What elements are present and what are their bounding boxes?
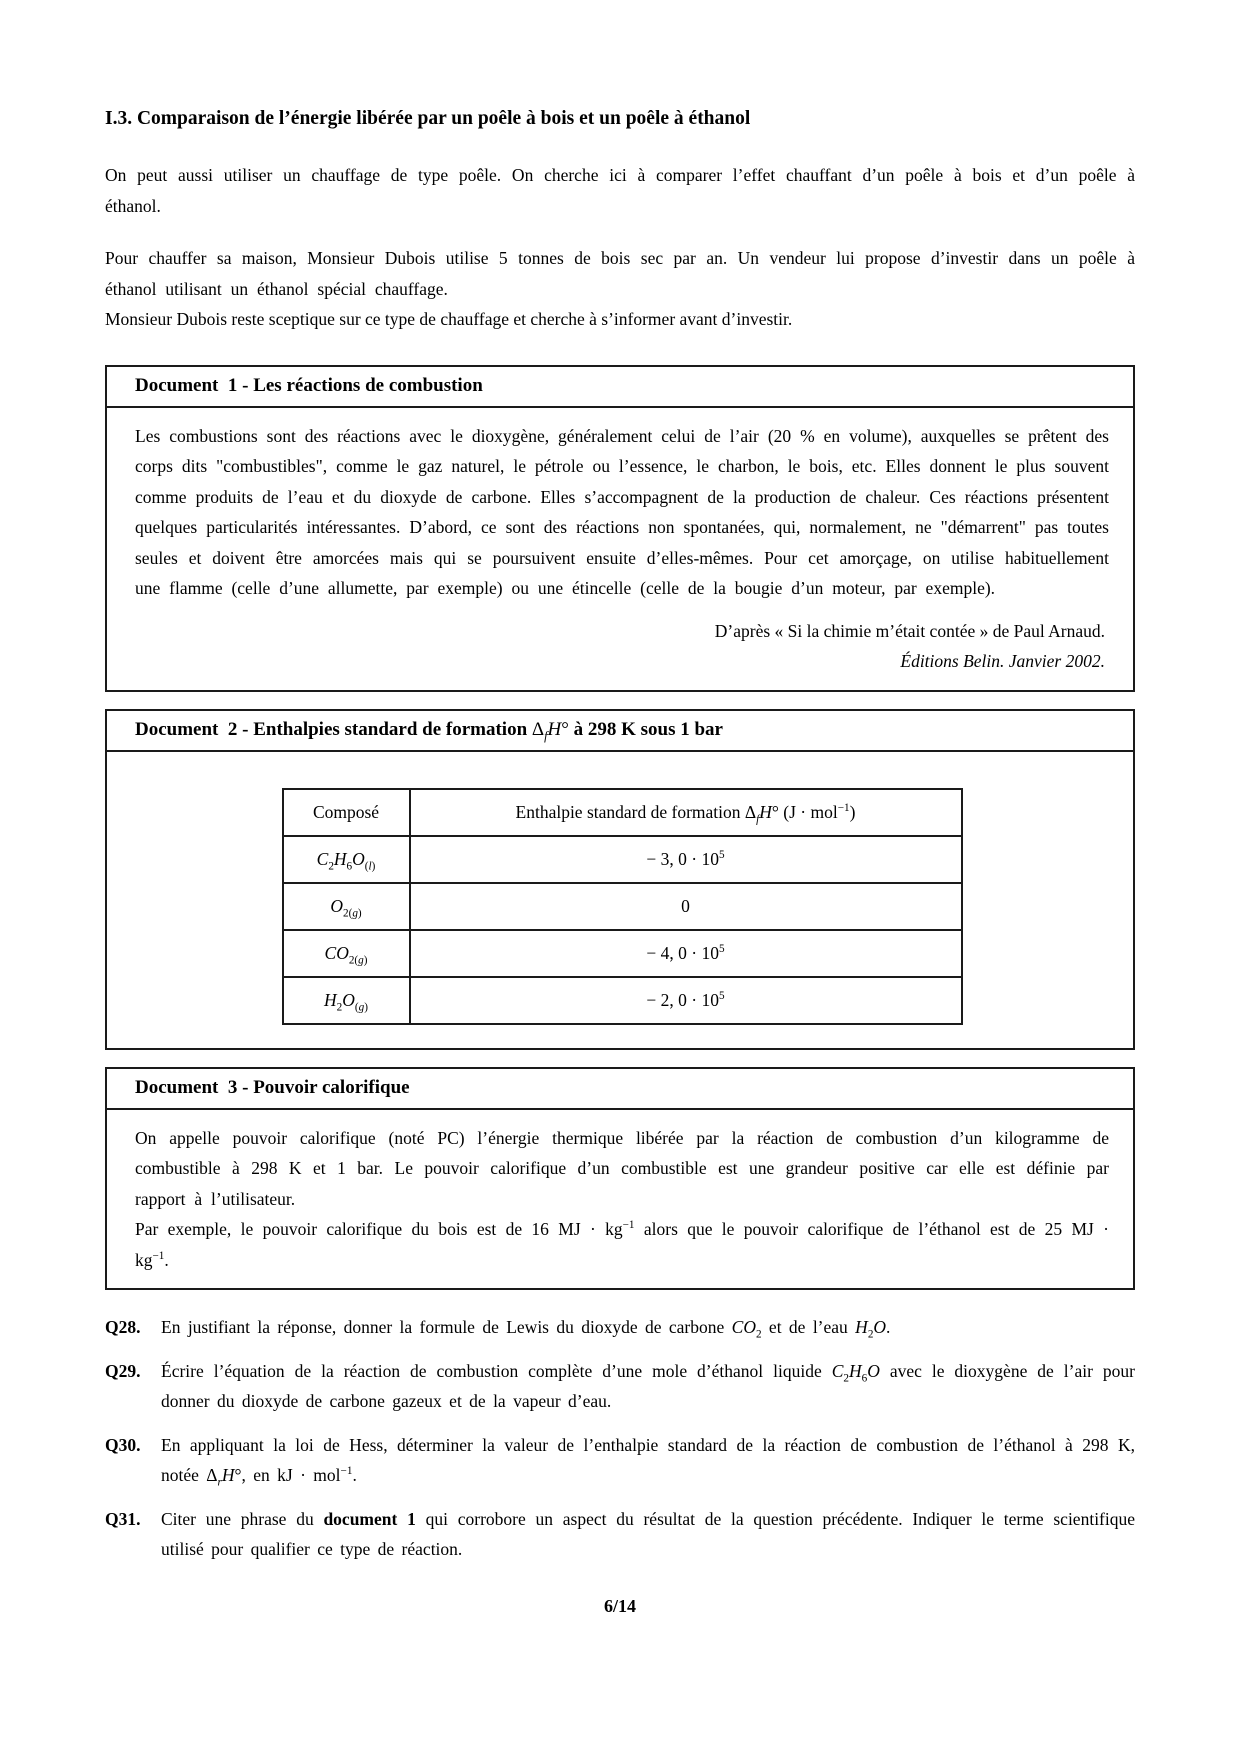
question-q31-text: Citer une phrase du document 1 qui corrobore un aspect du résultat de la question précédente. Indiquer le terme scientifique utilisé pour qualifier ce type de réaction. <box>161 1508 1136 1559</box>
column-header-enthalpy: Enthalpie standard de formation $\Delta_fH^\circ$ (J · mol$^{-1}$) <box>410 789 962 836</box>
document-3-title: Document 3 - Pouvoir calorifique <box>107 1069 1133 1110</box>
question-q29-text: Écrire l’équation de la réaction de combustion complète d’une mole d’éthanol liquide $C_2H_6O$ avec le dioxygène de l’air pour donner du dioxyde de carbone gazeux et de la vapeur d’eau. <box>161 1360 1135 1411</box>
table-row-ethanol <box>283 836 962 883</box>
document-1-body <box>107 408 1133 690</box>
document-1-attribution-publisher: Éditions Belin. Janvier 2002. <box>900 651 1105 671</box>
table-row-water <box>283 977 962 1024</box>
document-1-box <box>105 365 1135 692</box>
document-2-box <box>105 709 1135 1050</box>
value-cell: − 4, $0 \cdot 10^5$ <box>410 930 962 977</box>
document-2-title: Document 2 - Enthalpies standard de formation $\Delta_fH^\circ$ à 298 K sous 1 bar <box>107 711 1133 752</box>
intro-paragraph-2 <box>105 243 1135 335</box>
document-1-attribution-source: D’après « Si la chimie m’était contée » de Paul Arnaud. <box>714 620 1105 641</box>
question-q28 <box>105 1312 1135 1343</box>
value-cell: 0 <box>410 883 962 930</box>
enthalpy-table <box>282 788 963 1025</box>
value-cell: − 2, $0 \cdot 10^5$ <box>410 977 962 1024</box>
compound-cell: $CO_{2(g)}$ <box>283 930 410 977</box>
intro-paragraph-1: On peut aussi utiliser un chauffage de type poêle. On cherche ici à comparer l’effet chauffant d’un poêle à bois et d’un poêle à éthanol. <box>105 165 1135 216</box>
question-q28-text: En justifiant la réponse, donner la formule de Lewis du dioxyde de carbone $CO_2$ et de l’eau $H_2O$. <box>161 1317 891 1341</box>
compound-cell: $C_2H_6O_{(l)}$ <box>283 836 410 883</box>
question-q30 <box>105 1430 1135 1491</box>
question-q31 <box>105 1504 1135 1565</box>
table-row-carbon-dioxide <box>283 930 962 977</box>
question-q29 <box>105 1356 1135 1417</box>
question-q28-label: Q28. <box>105 1317 141 1337</box>
compound-cell: $O_{2(g)}$ <box>283 883 410 930</box>
table-row-dioxygen <box>283 883 962 930</box>
compound-cell: $H_2O_{(g)}$ <box>283 977 410 1024</box>
question-q29-label: Q29. <box>105 1360 141 1381</box>
document-1-title: Document 1 - Les réactions de combustion <box>107 367 1133 408</box>
page-number: 6/14 <box>603 1595 636 1616</box>
page-title: I.3. Comparaison de l’énergie libérée par un poêle à bois et un poêle à éthanol <box>105 108 751 129</box>
question-q30-text: En appliquant la loi de Hess, déterminer la valeur de l’enthalpie standard de la réaction de combustion de l’éthanol à 298 K, notée $\Delta_rH^\circ$, en kJ · mol$^{-1}$. <box>161 1434 1135 1489</box>
document-2-body <box>107 752 1133 1048</box>
question-q31-label: Q31. <box>105 1508 141 1529</box>
questions-list <box>105 1312 1135 1565</box>
column-header-compound: Composé <box>283 789 410 836</box>
value-cell: − 3, $0 \cdot 10^5$ <box>410 836 962 883</box>
document-3-body <box>107 1110 1133 1289</box>
document-3-box <box>105 1067 1135 1291</box>
intro-paragraph-2-part2: Monsieur Dubois reste sceptique sur ce type de chauffage et cherche à s’informer avant d’investir. <box>105 309 793 329</box>
intro-paragraph-2-part1: Pour chauffer sa maison, Monsieur Dubois utilise 5 tonnes de bois sec par an. Un vendeur lui propose d’investir dans un poêle à éthanol utilisant un éthanol spécial chauffage. <box>105 248 1135 299</box>
document-1-text: Les combustions sont des réactions avec le dioxygène, généralement celui de l’air (20 % en volume), auxquelles se prêtent des corps dits "combustibles", comme le gaz naturel, le pétrole ou l’essence, le charbon, le bois, etc. Elles donnent le plus souvent comme produits de l’eau et du dioxyde de carbone. Elles s’accompagnent de la production de chaleur. Ces réactions présentent quelques particularités intéressantes. D’abord, ce sont des réactions non spontanées, qui, normalement, ne "démarrent" pas toutes seules et doivent être amorcées mais qui se poursuivent ensuite d’elles-mêmes. Pour cet amorçage, on utilise habituellement une flamme (celle d’une allumette, par exemple) ou une étincelle (celle de la bougie d’un moteur, par exemple). <box>135 425 1109 598</box>
question-q30-label: Q30. <box>105 1434 141 1455</box>
document-3-text-1: On appelle pouvoir calorifique (noté PC) l’énergie thermique libérée par la réaction de combustion d’un kilogramme de combustible à 298 K et 1 bar. Le pouvoir calorifique d’un combustible est une grandeur positive car elle est définie par rapport à l’utilisateur. <box>135 1127 1109 1209</box>
enthalpy-table-header-row <box>283 789 962 836</box>
document-3-text-2: Par exemple, le pouvoir calorifique du bois est de 16 MJ · $kg^{-1}$ alors que le pouvoir calorifique de l’éthanol est de 25 MJ · $kg^{-1}$. <box>135 1219 1109 1270</box>
